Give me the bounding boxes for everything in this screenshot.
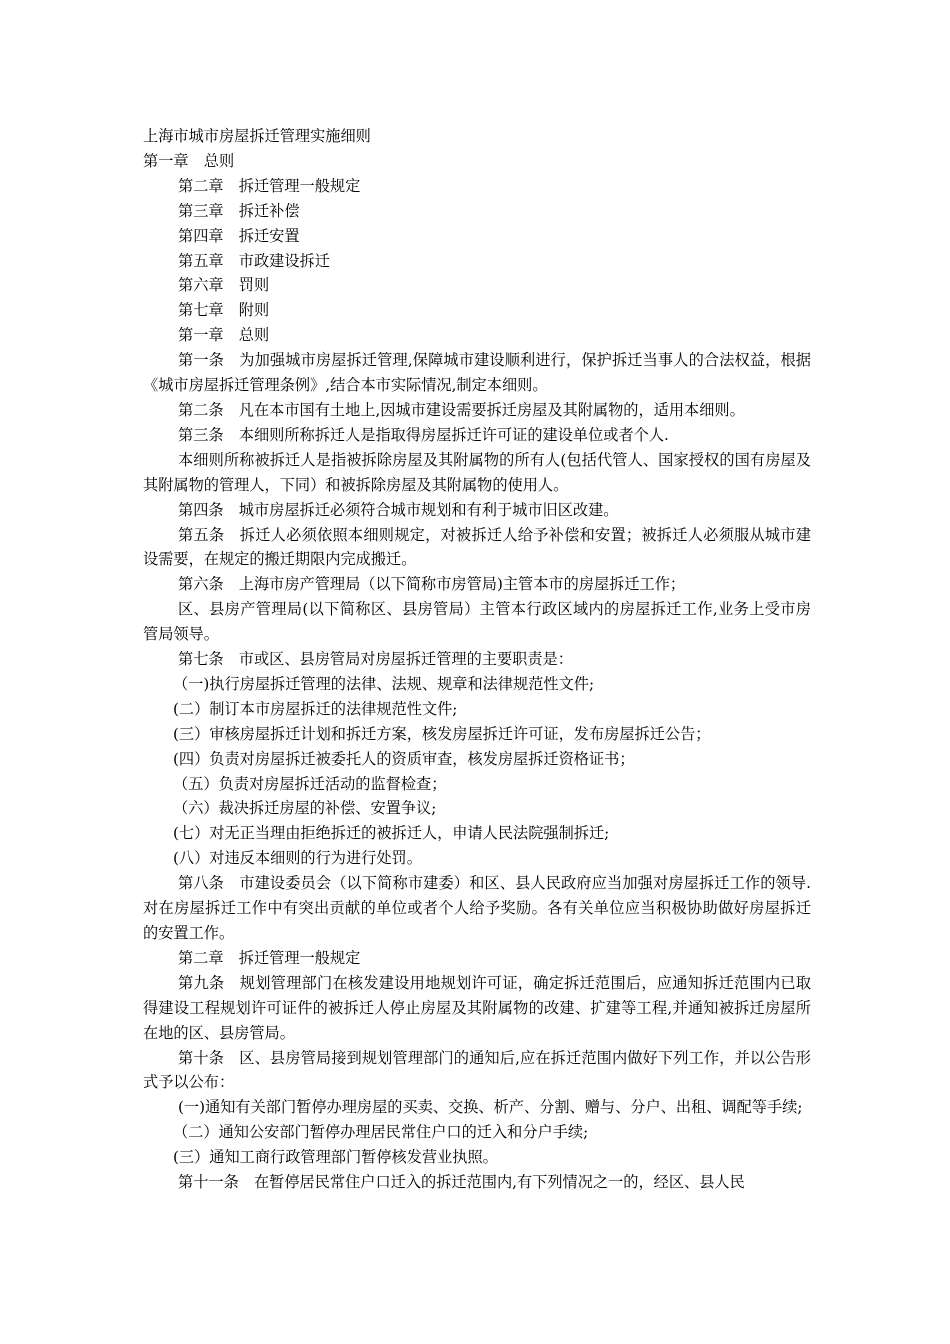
list-item: (二）制订本市房屋拆迁的法律规范性文件; — [173, 699, 458, 718]
list-item: (四）负责对房屋拆迁被委托人的资质审查，核发房屋拆迁资格证书； — [173, 749, 635, 768]
toc-item-chapter-5: 第五章 市政建设拆迁 — [178, 251, 330, 270]
list-item: (七）对无正当理由拒绝拆迁的被拆迁人，申请人民法院强制拆迁; — [173, 824, 610, 843]
article-8: 第八条 市建设委员会（以下简称市建委）和区、县人民政府应当加强对房屋拆迁工作的领导.对在房屋拆迁工作中有突出贡献的单位或者个人给予奖励。各有关单位应当积极协助做好房屋拆迁的安置工作。 — [143, 874, 811, 942]
article-11: 第十一条 在暂停居民常住户口迁入的拆迁范围内,有下列情况之一的，经区、县人民 — [178, 1173, 745, 1192]
list-item: (八）对违反本细则的行为进行处罚。 — [173, 849, 422, 868]
chapter-heading: 第二章 拆迁管理一般规定 — [178, 948, 361, 967]
list-item: （一)执行房屋拆迁管理的法律、法规、规章和法律规范性文件; — [173, 674, 595, 693]
list-item: （六）裁决拆迁房屋的补偿、安置争议; — [173, 799, 437, 818]
article-3: 第三条 本细则所称拆迁人是指取得房屋拆迁许可证的建设单位或者个人. — [178, 425, 669, 444]
article-3-paragraph-2: 本细则所称被拆迁人是指被拆除房屋及其附属物的所有人(包括代管人、国家授权的国有房屋及其附属物的管理人，下同）和被拆除房屋及其附属物的使用人。 — [143, 450, 811, 494]
document-title: 上海市城市房屋拆迁管理实施细则 — [143, 127, 371, 145]
document-page — [143, 124, 811, 1195]
list-item: （五）负责对房屋拆迁活动的监督检查； — [173, 774, 447, 793]
toc-item-chapter-7: 第七章 附则 — [178, 301, 270, 320]
list-item: (一)通知有关部门暂停办理房屋的买卖、交换、析产、分割、赠与、分户、出租、调配等手续; — [178, 1098, 803, 1117]
chapter-heading: 第一章 总则 — [178, 326, 270, 345]
article-1: 第一条 为加强城市房屋拆迁管理,保障城市建设顺利进行，保护拆迁当事人的合法权益，根据《城市房屋拆迁管理条例》,结合本市实际情况,制定本细则。 — [143, 351, 811, 395]
toc-item-chapter-3: 第三章 拆迁补偿 — [178, 201, 300, 220]
article-4: 第四条 城市房屋拆迁必须符合城市规划和有利于城市旧区改建。 — [178, 500, 619, 519]
article-6: 第六条 上海市房产管理局（以下简称市房管局)主管本市的房屋拆迁工作； — [178, 575, 686, 594]
article-9: 第九条 规划管理部门在核发建设用地规划许可证，确定拆迁范围后，应通知拆迁范围内已取得建设工程规划许可证件的被拆迁人停止房屋及其附属物的改建、扩建等工程,并通知被拆迁房屋所在地的区、县房管局。 — [143, 973, 811, 1042]
toc-item-chapter-6: 第六章 罚则 — [178, 276, 270, 295]
toc-item-chapter-2: 第二章 拆迁管理一般规定 — [178, 176, 361, 195]
list-item: (三）通知工商行政管理部门暂停核发营业执照。 — [173, 1148, 498, 1167]
article-10: 第十条 区、县房管局接到规划管理部门的通知后,应在拆迁范围内做好下列工作，并以公告形式予以公布： — [143, 1048, 811, 1092]
article-6-paragraph-2: 区、县房产管理局(以下简称区、县房管局）主管本行政区域内的房屋拆迁工作,业务上受市房管局领导。 — [143, 600, 811, 644]
list-item: （二）通知公安部门暂停办理居民常住户口的迁入和分户手续; — [173, 1123, 589, 1142]
toc-item-chapter-1: 第一章 总则 — [143, 151, 235, 170]
article-7: 第七条 市或区、县房管局对房屋拆迁管理的主要职责是： — [178, 650, 573, 669]
toc-item-chapter-4: 第四章 拆迁安置 — [178, 226, 300, 245]
article-2: 第二条 凡在本市国有土地上,因城市建设需要拆迁房屋及其附属物的，适用本细则。 — [178, 400, 745, 419]
list-item: (三）审核房屋拆迁计划和拆迁方案，核发房屋拆迁许可证，发布房屋拆迁公告； — [173, 724, 711, 743]
article-5: 第五条 拆迁人必须依照本细则规定，对被拆迁人给予补偿和安置；被拆迁人必须服从城市建设需要，在规定的搬迁期限内完成搬迁。 — [143, 525, 811, 569]
